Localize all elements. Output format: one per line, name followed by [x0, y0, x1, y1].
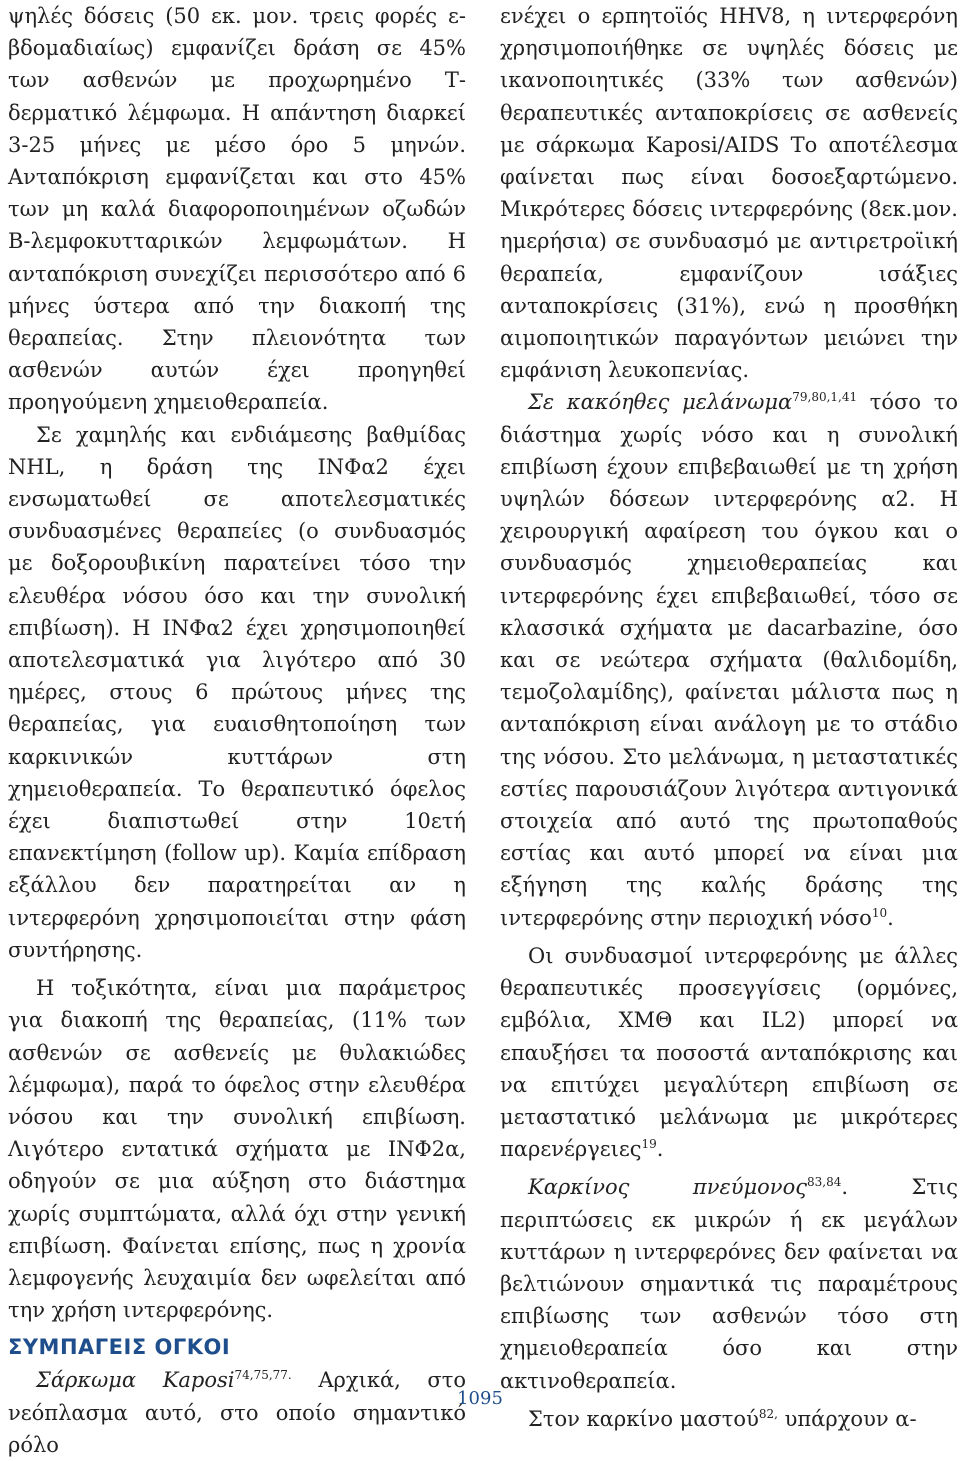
paragraph-text: υπάρχουν α-	[777, 1406, 917, 1431]
paragraph: ενέχει ο ερπητοϊός HHV8, η ιντερφερόνη χρησιμοποιήθηκε σε υψηλές δόσεις με ικανοποιητικές (33% των ασθενών) θεραπευτικές ανταποκρίσεις σε ασθενείς με σάρκωμα Kaposi/AIDS Το αποτέλεσμα φαίνεται πως είναι δοσοεξαρτώμενο. Μικρότερες δόσεις ιντερφερόνης (8εκ.μον. ημερήσια) σε συνδυασμό με αντιρετροϊική θεραπεία, εμφανίζουν ισάξιες ανταποκρίσεις (31%), ενώ η προσθήκη αιμοποιητικών παραγόντων μειώνει την εμφάνιση λευκοπενίας.	[500, 4, 958, 383]
page-number: 1095	[457, 1388, 503, 1409]
paragraph: Η τοξικότητα, είναι μια παράμετρος για διακοπή της θεραπείας, (11% των ασθενών σε ασθενείς με θυλακιώδες λέμφωμα), παρά το όφελος στην ελευθέρα νόσου και την συνολική επιβίωση. Λιγότερο εντατικά σχήματα με ΙΝΦ2α, οδηγούν σε μια αύξηση στο διάστημα χωρίς συμπτώματα, αλλά όχι στην γενική επιβίωση. Φαίνεται επίσης, πως η χρονία λεμφογενής λευχαιμία δεν ωφελείται από την χρήση ιντερφερόνης.	[8, 976, 466, 1323]
reference-superscript: 79,80,1,41	[792, 390, 858, 405]
left-column	[8, 0, 466, 1461]
paragraph-text: τόσο το διάστημα χωρίς νόσο και η συνολική επιβίωση έχουν επιβεβαιωθεί με τη χρήση υψηλών δόσεων ιντερφερόνης α2. Η χειρουργική αφαίρεση του όγκου και ο συνδυασμός χημειοθεραπείας και ιντερφερόνης έχει επιβεβαιωθεί, τόσο σε κλασσικά σχήματα με dacarbazine, όσο και σε νεώτερα σχήματα (θαλιδομίδη, τεμοζολαμίδης), φαίνεται μάλιστα πως η ανταπόκριση είναι ανάλογη με το στάδιο της νόσου. Στο μελάνωμα, η μεταστατικές εστίες παρουσιάζουν λιγότερα αντιγονικά στοιχεία από αυτό της πρωτοπαθούς εστίας και αυτό μπορεί να είναι μια εξήγηση της καλής δράσης της ιντερφερόνης στην περιοχική νόσο	[500, 390, 958, 930]
reference-superscript: 82,	[758, 1406, 778, 1421]
paragraph-text: . Στις περιπτώσεις εκ μικρών ή εκ μεγάλων κυττάρων η ιντερφερόνες δεν φαίνεται να βελτιώνουν σημαντικά τις παραμέτρους επιβίωσης των ασθενών τόσο στη χημειοθεραπεία όσο και στην ακτινοθεραπεία.	[500, 1175, 958, 1393]
subsection-title: Καρκίνος πνεύμονος	[528, 1175, 807, 1200]
paragraph: Σε χαμηλής και ενδιάμεσης βαθμίδας NHL, η δράση της ΙΝΦα2 έχει ενσωματωθεί σε αποτελεσματικές συνδυασμένες θεραπείες (ο συνδυασμός με δοξορουβικίνη παρατείνει τόσο την ελευθέρα νόσου όσο και την συνολική επιβίωση). Η ΙΝΦα2 έχει χρησιμοποιηθεί αποτελεσματικά για λιγότερο από 30 ημέρες, στους 6 πρώτους μήνες της θεραπείας, για ευαισθητοποίηση των καρκινικών κυττάρων στη χημειοθεραπεία. Το θεραπευτικό όφελος έχει διαπιστωθεί στην 10ετή επανεκτίμηση (follow up). Καμία επίδραση εξάλλου δεν παρατηρείται αν η ιντερφερόνη χρησιμοποιείται στην φάση συντήρησης.	[8, 422, 466, 962]
paragraph-text: Στον καρκίνο μαστού	[528, 1406, 759, 1431]
paragraph-text: .	[656, 1137, 664, 1162]
paragraph	[500, 386, 958, 933]
reference-superscript: 10	[871, 905, 888, 920]
paragraph	[8, 1364, 466, 1461]
reference-superscript: 19	[641, 1137, 657, 1152]
subsection-title: Σάρκωμα Kaposi	[36, 1368, 235, 1393]
paragraph-text: .	[887, 905, 894, 930]
paragraph-text: Αρχικά, στο νεόπλασμα αυτό, στο οποίο σημαντικό ρόλο	[8, 1368, 466, 1457]
section-heading: ΣΥΜΠΑΓΕΙΣ ΟΓΚΟΙ	[8, 1335, 231, 1360]
paragraph: ψηλές δόσεις (50 εκ. μον. τρεις φορές ε-βδομαδιαίως) εμφανίζει δράση σε 45% των ασθενών με προχωρημένο Τ-δερματικό λέμφωμα. Η απάντηση διαρκεί 3-25 μήνες με μέσο όρο 5 μηνών. Ανταπόκριση εμφανίζεται και στο 45% των μη καλά διαφοροποιημένων οζωδών Β-λεμφοκυτταρικών λεμφωμάτων. Η ανταπόκριση συνεχίζει περισσότερο από 6 μήνες ύστερα από την διακοπή της θεραπείας. Στην πλειονότητα των ασθενών αυτών έχει προηγηθεί προηγούμενη χημειοθεραπεία.	[8, 4, 466, 415]
paragraph-text: Οι συνδυασμοί ιντερφερόνης με άλλες θεραπευτικές προσεγγίσεις (ορμόνες, εμβόλια, ΧΜΘ και IL2) μπορεί να επαυξήσει τα ποσοστά ανταπόκρισης και να επιτύχει μεγαλύτερη επιβίωση σε μεταστατικό μελάνωμα με μικρότερες παρενέργειες	[500, 943, 958, 1162]
paragraph	[500, 940, 958, 1165]
right-column	[500, 0, 958, 1435]
subsection-title: Σε κακόηθες μελάνωμα	[528, 390, 793, 415]
reference-superscript: 74,75,77.	[234, 1368, 292, 1383]
reference-superscript: 83,84	[806, 1175, 842, 1190]
paragraph	[500, 1171, 958, 1396]
